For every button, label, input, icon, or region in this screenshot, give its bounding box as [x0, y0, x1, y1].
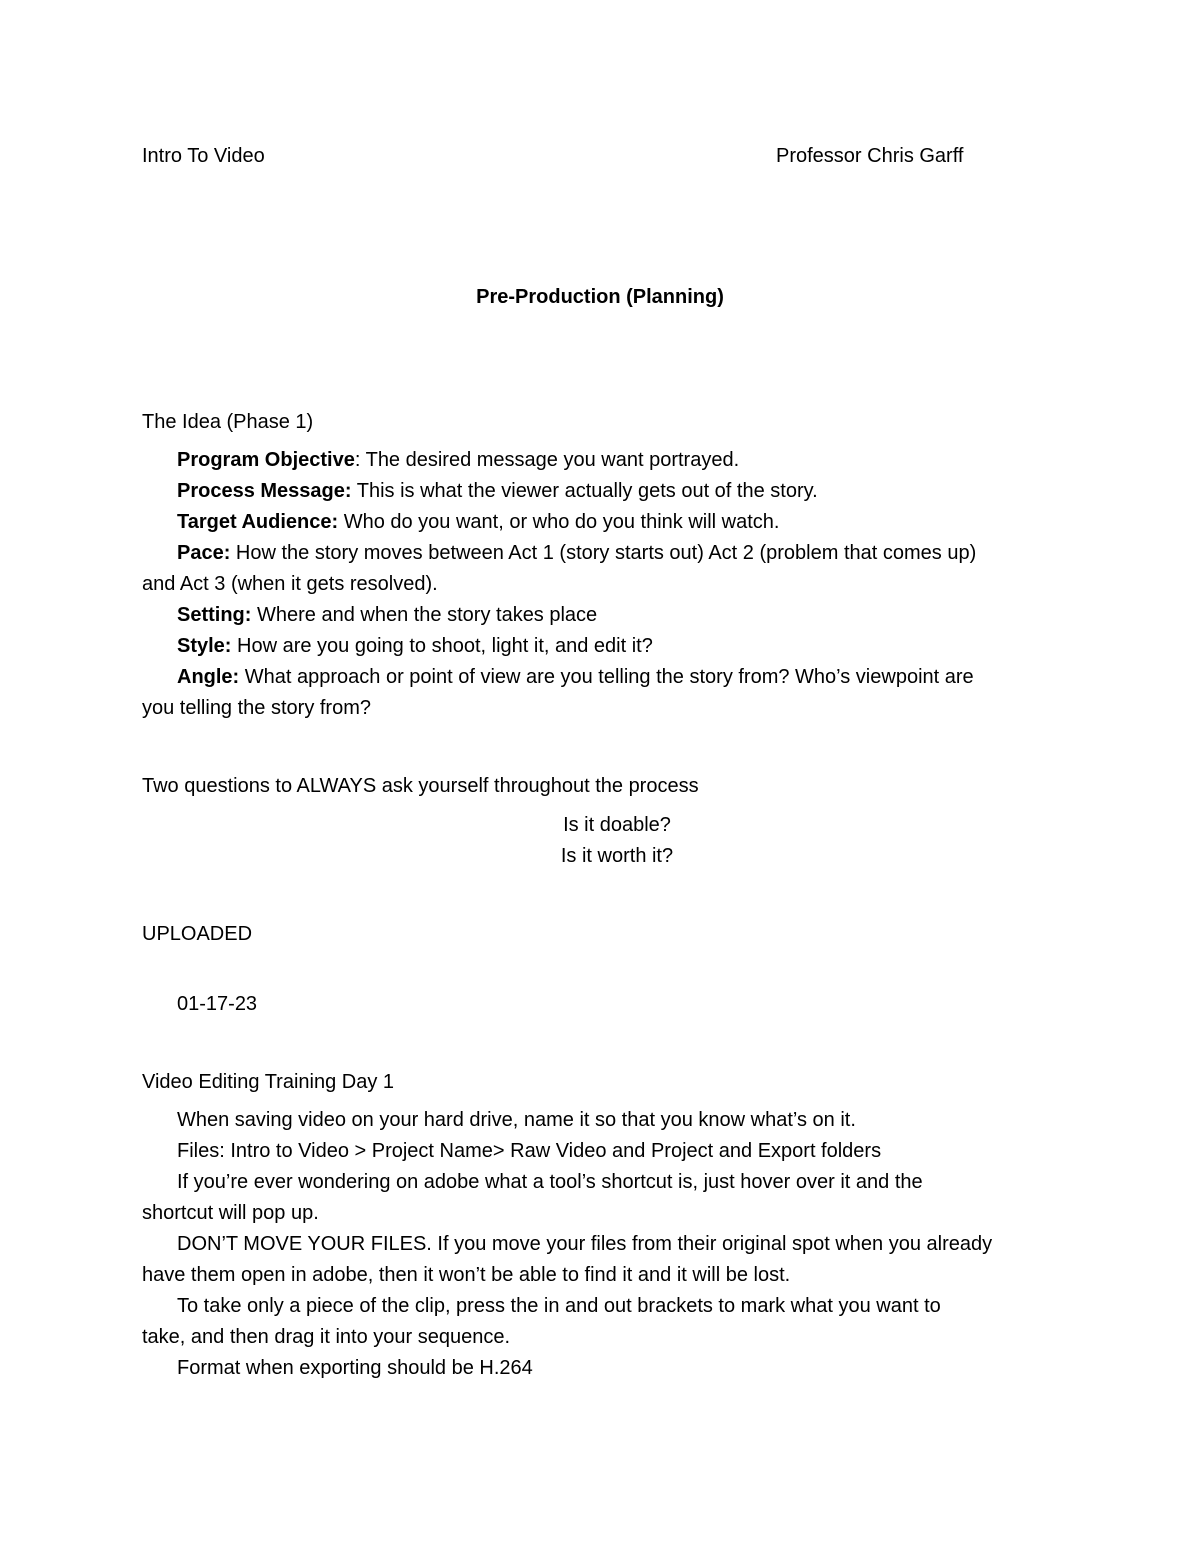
idea-item-text: What approach or point of view are you telling the story from? Who’s viewpoint are — [239, 666, 974, 688]
idea-item-label: Angle: — [177, 666, 240, 688]
idea-item-text: Who do you want, or who do you think will watch. — [338, 511, 780, 533]
idea-item-pace — [177, 539, 976, 567]
idea-item-angle-continued: you telling the story from? — [142, 697, 371, 719]
training-note-clip: To take only a piece of the clip, press the in and out brackets to mark what you want to — [177, 1295, 941, 1317]
idea-heading: The Idea (Phase 1) — [142, 411, 314, 433]
training-note-dont-move-continued: have them open in adobe, then it won’t be able to find it and it will be lost. — [142, 1264, 791, 1286]
idea-item-text: How are you going to shoot, light it, and edit it? — [231, 635, 653, 657]
training-note-files: Files: Intro to Video > Project Name> Raw Video and Project and Export folders — [177, 1140, 882, 1162]
training-note-shortcut-continued: shortcut will pop up. — [142, 1202, 319, 1224]
idea-item-label: Program Objective — [177, 449, 355, 471]
questions-intro: Two questions to ALWAYS ask yourself throughout the process — [142, 775, 699, 797]
entry-date: 01-17-23 — [177, 993, 258, 1015]
idea-item-text: Where and when the story takes place — [251, 604, 598, 626]
training-heading: Video Editing Training Day 1 — [142, 1071, 395, 1093]
page-title: Pre-Production (Planning) — [476, 286, 724, 308]
idea-item-label: Process Message: — [177, 480, 352, 502]
idea-item-text: This is what the viewer actually gets out of the story. — [351, 480, 818, 502]
idea-item-label: Pace: — [177, 542, 231, 564]
training-note-dont-move: DON’T MOVE YOUR FILES. If you move your files from their original spot when you already — [177, 1233, 993, 1255]
uploaded-label: UPLOADED — [142, 923, 253, 945]
question-worth-it: Is it worth it? — [560, 845, 674, 867]
course-name: Intro To Video — [142, 145, 265, 167]
idea-item-label: Style: — [177, 635, 232, 657]
idea-item-setting — [177, 601, 597, 629]
idea-item-program-objective — [177, 446, 739, 474]
idea-item-text: How the story moves between Act 1 (story starts out) Act 2 (problem that comes up) — [230, 542, 977, 564]
idea-item-pace-continued: and Act 3 (when it gets resolved). — [142, 573, 438, 595]
professor-name: Professor Chris Garff — [776, 145, 964, 167]
idea-item-label: Setting: — [177, 604, 252, 626]
idea-item-target-audience — [177, 508, 779, 536]
training-note-saving: When saving video on your hard drive, name it so that you know what’s on it. — [177, 1109, 856, 1131]
idea-item-label: Target Audience: — [177, 511, 339, 533]
question-doable: Is it doable? — [563, 814, 671, 836]
training-note-clip-continued: take, and then drag it into your sequence. — [142, 1326, 511, 1348]
idea-item-angle — [177, 663, 974, 691]
training-note-format: Format when exporting should be H.264 — [177, 1357, 533, 1379]
training-note-shortcut: If you’re ever wondering on adobe what a tool’s shortcut is, just hover over it and the — [177, 1171, 923, 1193]
idea-item-process-message — [177, 477, 818, 505]
idea-item-text: : The desired message you want portrayed. — [354, 449, 740, 471]
idea-item-style — [177, 632, 653, 660]
